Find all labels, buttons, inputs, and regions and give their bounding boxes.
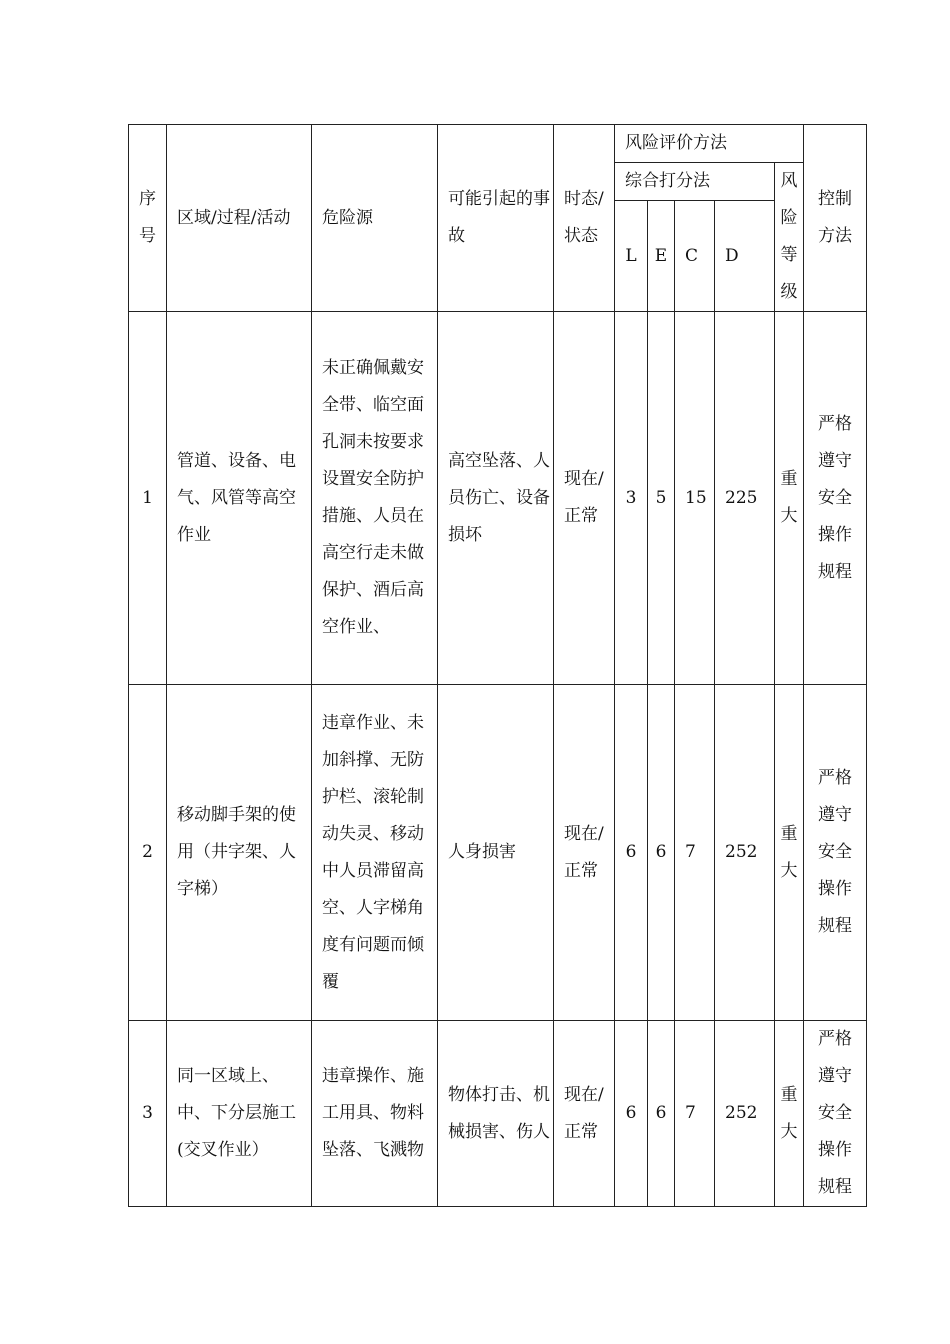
row-level: 重大 xyxy=(775,312,804,685)
header-E: E xyxy=(648,201,675,312)
row-hazard: 违章操作、施工用具、物料坠落、飞溅物 xyxy=(312,1021,438,1207)
row-area: 管道、设备、电气、风管等高空作业 xyxy=(167,312,312,685)
row-accident: 高空坠落、人员伤亡、设备损坏 xyxy=(438,312,554,685)
row-area: 移动脚手架的使用（井字架、人字梯） xyxy=(167,685,312,1021)
table-row xyxy=(129,1021,867,1207)
row-hazard: 未正确佩戴安全带、临空面孔洞未按要求设置安全防护措施、人员在高空行走未做保护、酒后高空作业、 xyxy=(312,312,438,685)
row-L: 6 xyxy=(615,1021,648,1207)
row-hazard: 违章作业、未加斜撑、无防护栏、滚轮制动失灵、移动中人员滞留高空、人字梯角度有问题而倾覆 xyxy=(312,685,438,1021)
row-state: 现在/正常 xyxy=(554,685,615,1021)
header-D: D xyxy=(715,201,775,312)
row-state: 现在/正常 xyxy=(554,1021,615,1207)
row-L: 3 xyxy=(615,312,648,685)
row-control: 严格遵守安全操作规程 xyxy=(804,685,867,1021)
table-row xyxy=(129,685,867,1021)
row-C: 7 xyxy=(675,1021,715,1207)
row-control: 严格遵守安全操作规程 xyxy=(804,1021,867,1207)
row-L: 6 xyxy=(615,685,648,1021)
header-control: 控制方法 xyxy=(804,125,867,312)
row-seq: 3 xyxy=(129,1021,167,1207)
row-level: 重大 xyxy=(775,1021,804,1207)
header-L: L xyxy=(615,201,648,312)
header-state: 时态/状态 xyxy=(554,125,615,312)
header-area: 区域/过程/活动 xyxy=(167,125,312,312)
header-level: 风险等级 xyxy=(775,163,804,312)
header-C: C xyxy=(675,201,715,312)
header-row-1 xyxy=(129,125,867,163)
row-area: 同一区域上、中、下分层施工(交叉作业） xyxy=(167,1021,312,1207)
row-accident: 人身损害 xyxy=(438,685,554,1021)
risk-assessment-table xyxy=(128,124,867,1207)
row-E: 6 xyxy=(648,1021,675,1207)
row-seq: 1 xyxy=(129,312,167,685)
row-D: 225 xyxy=(715,312,775,685)
header-accident: 可能引起的事故 xyxy=(438,125,554,312)
row-E: 6 xyxy=(648,685,675,1021)
row-state: 现在/正常 xyxy=(554,312,615,685)
table-row xyxy=(129,312,867,685)
row-C: 7 xyxy=(675,685,715,1021)
row-control: 严格遵守安全操作规程 xyxy=(804,312,867,685)
row-level: 重大 xyxy=(775,685,804,1021)
header-scoring: 综合打分法 xyxy=(615,163,775,201)
header-hazard: 危险源 xyxy=(312,125,438,312)
row-seq: 2 xyxy=(129,685,167,1021)
header-seq: 序号 xyxy=(129,125,167,312)
row-E: 5 xyxy=(648,312,675,685)
row-accident: 物体打击、机械损害、伤人 xyxy=(438,1021,554,1207)
header-method: 风险评价方法 xyxy=(615,125,804,163)
row-C: 15 xyxy=(675,312,715,685)
row-D: 252 xyxy=(715,1021,775,1207)
row-D: 252 xyxy=(715,685,775,1021)
